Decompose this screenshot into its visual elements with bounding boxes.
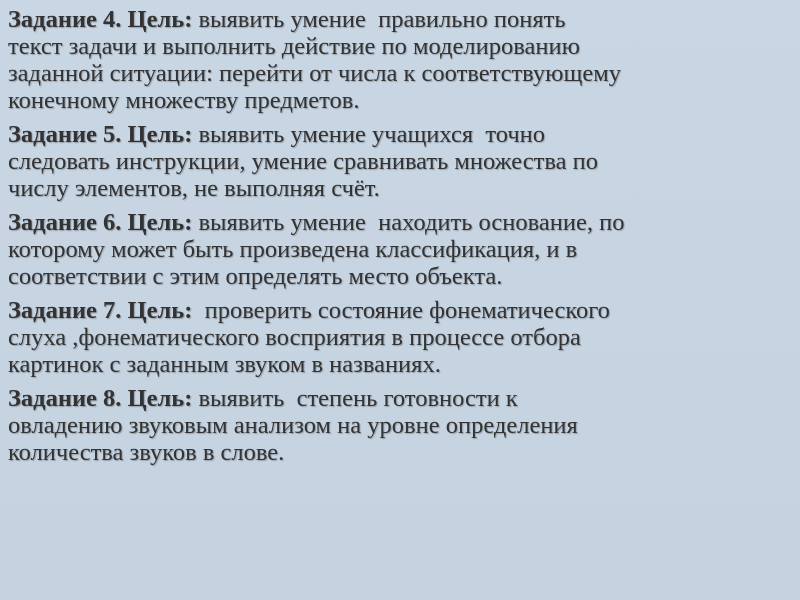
- task-6-text-2: которому может быть произведена классификация, и в: [8, 236, 578, 263]
- task-4-line-1: [8, 6, 792, 33]
- task-8-label: Задание 8. Цель:: [8, 385, 193, 412]
- task-6-text-1: выявить умение находить основание, по: [192, 209, 625, 236]
- task-list: [8, 6, 792, 473]
- task-8-text-2: овладению звуковым анализом на уровне определения: [8, 412, 578, 439]
- task-6-line-1: [8, 209, 792, 236]
- task-7-text-2: слуха ,фонематического восприятия в процессе отбора: [8, 324, 581, 351]
- task-4-text-1: выявить умение правильно понять: [192, 6, 566, 33]
- task-5-text-1: выявить умение учащихся точно: [192, 121, 546, 148]
- task-7-label: Задание 7. Цель:: [8, 297, 193, 324]
- task-8-text-1: выявить степень готовности к: [192, 385, 518, 412]
- task-5: [8, 121, 792, 202]
- task-8-text-3: количества звуков в слове.: [8, 439, 285, 466]
- task-4-text-3: заданной ситуации: перейти от числа к соответствующему: [8, 60, 621, 87]
- task-8: [8, 385, 792, 466]
- task-7-line-1: [8, 297, 792, 324]
- task-7-text-1: проверить состояние фонематического: [192, 297, 610, 324]
- task-5-text-2: следовать инструкции, умение сравнивать множества по: [8, 148, 598, 175]
- task-6: [8, 209, 792, 290]
- task-6-label: Задание 6. Цель:: [8, 209, 193, 236]
- task-4: [8, 6, 792, 114]
- task-4-text-2: текст задачи и выполнить действие по моделированию: [8, 33, 580, 60]
- task-7-text-3: картинок с заданным звуком в названиях.: [8, 351, 441, 378]
- task-5-label: Задание 5. Цель:: [8, 121, 193, 148]
- task-4-label: Задание 4. Цель:: [8, 6, 193, 33]
- task-4-text-4: конечному множеству предметов.: [8, 87, 360, 114]
- task-7: [8, 297, 792, 378]
- task-5-line-1: [8, 121, 792, 148]
- task-5-text-3: числу элементов, не выполняя счёт.: [8, 175, 380, 202]
- task-6-text-3: соответствии с этим определять место объекта.: [8, 263, 503, 290]
- task-8-line-1: [8, 385, 792, 412]
